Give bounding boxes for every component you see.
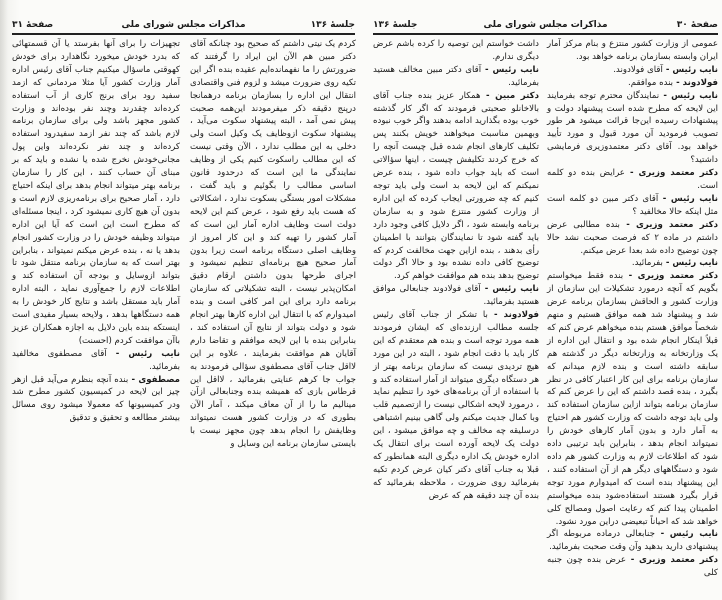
- paragraph-text: عرض بنده چون جنبه کلی: [547, 555, 718, 579]
- header-rule: [12, 33, 355, 35]
- running-title: مذاکرات مجلس شورای ملی: [121, 20, 246, 30]
- paragraph-text: همکار عزیز بنده جناب آقای بالاخانلو صحبتی فرمودند که اگر کار گذشته خوب بوده بگذارید ادامه بدهند واگر خوب نبوده وبهمین مناسبت میخواهند خویش بکنند پس تکلیف کارهای انجام شده قبل چیست آنچه را که خرج کردند تکلیفش چیست ، اینها سؤالاتی است که باید جواب داده شود ، بنده عرض نمیکنم که این لایحه بد است ولی باید توجه کنیم که چه ضرورتی ایجاب کرده که این اداره از وزارت کشور منتزع شود و به سازمان برنامه وابسته شود ، اگر دلایل کافی وجود دارد باید گفته شود تا نمایندگان بتوانند با اطمینان رأی بدهند ، بنده ازاین جهت مخالفت کردم که توضیح کافی داده نشده بود و حالا اگر دولت توضیح بدهد بنده هم موافقت خواهم کرد.: [373, 90, 539, 282]
- paragraph: [547, 64, 718, 77]
- paragraph: [12, 348, 180, 374]
- paragraph-text: بفرمائید.: [631, 258, 663, 269]
- page-header: [12, 20, 355, 34]
- paragraph-text: با تشکر از جناب آقای رئیس جلسه مطالب ارزنده‌ای که ایشان فرمودند همه مورد توجه است و بنده هم معتقدم که این کار باید با دقت انجام شود ، البته در این مورد هیچ تردیدی نیست که سازمان برنامه بهتر از هر دستگاه دیگری میتواند از آمار استفاده کند و با استفاده از آن برنامه‌های خود را تنظیم نماید ، درمورد لایحه اشکالی نیست را ازتصمیم قلب وبا کمال جدیت میکنم ولی گاهی بینیم اشتباهی درسلیقه چه مخالف و چه موافق میشود ، این دولت یک لایحه آورده است برای انتقال یک اداره خودش یک اداره دیگری البته همانطور که قبلا به جناب آقای دکتر کیان عرض کردم تکیه بفرمائید روی ضرورت ، ملاحظه بفرمائید که بنده آن چند دقیقه هم که عرض: [373, 310, 539, 501]
- paragraph: [373, 309, 539, 503]
- session-number: جلسهٔ ۱۳۶: [373, 20, 418, 30]
- paragraph-text: آقای فولادوند جنابعالی موافق هستید بفرمائید.: [373, 284, 539, 308]
- session-number: جلسهٔ ۱۳۶: [310, 20, 355, 30]
- paragraph-text: نمایندگان محترم توجه بفرمایند این لایحه که مطرح شده است پیشنهاد دولت و پیشنهادات رسیده این‌جا قرائت میشود هر طور تصویب فرمودید آن مورد قبول و مورد تأیید خواهد بود. آقای دکتر معتمدوزیری فرمایشی داشتید؟: [547, 90, 718, 166]
- paragraph-text: آقای دکتر مبین دو کلمه است مثل اینکه حالا مخالفید ؟: [547, 193, 718, 217]
- paragraph-text: آقای فولادوند.: [613, 64, 663, 75]
- paragraph: [12, 38, 180, 348]
- right-page: [361, 0, 722, 600]
- paragraph-text: جنابعالی درماده مربوطه اگر پیشنهادی دارید بدهید وآن وقت صحبت بفرمائید.: [547, 529, 718, 553]
- paragraph-text: داشت خواستم این توصیه را کرده باشم عرض دیگری ندارم.: [373, 39, 539, 62]
- speaker-name: دکتر معتمد وزیری -: [619, 219, 718, 230]
- speaker-name: نایب رئیس -: [481, 64, 539, 75]
- speaker-name: نایب رئیس -: [480, 284, 539, 295]
- paragraph: [547, 90, 718, 167]
- paragraph: [547, 554, 718, 580]
- paragraph-text: کردم یک نیتی داشتم که صحیح بود چنانکه آقای دکتر مبین هم الآن این ایراد را گرفتند که ضرورتش را ما نفهمانده‌ایم عقیده بنده اگر این تکیه روی ضرورت میشد و لزوم فنی واقتصادی انتقال این اداره را بسازمان برنامه درهمانجا درپنج دقیقه ذکر میفرمودند این‌همه صحبت پیش نمی آمد ، البته پیشنهاد سکوت می‌آید ، پیشنهاد سکوت ازوظایف یک وکیل است ولی دخلی به این مطلب ندارد ، الآن وقتی نیست که این مطالب راسکوت کنیم یکی از وظایف نمایندگی ما این است که درحدود قانون اساسی مطالب را بگوئیم و باید گفت ، مشکلات امور بستگی بسکوت ندارد ، اشکالاتی که هست باید رفع شود ، عرض کنم این لایحه دولت است وظایف اداره آمار این است که آمار کشور را تهیه کند و این کار امروز از وظایف اصلی دستگاه برنامه است زیرا بدون آمار صحیح هیچ برنامه‌ای تنظیم نمیشود و اجرای طرحها بدون داشتن ارقام دقیق امکان‌پذیر نیست ، البته تشکیلاتی که سازمان برنامه دارد برای این امر کافی است و بنده امیدوارم که با انتقال این اداره کارها بهتر انجام شود و دولت بتواند از نتایج آن استفاده کند ، بنابراین بنده با این لایحه موافقم و تقاضا دارم آقایان هم موافقت بفرمایند ، علاوه بر این لااقل جناب آقای مصطفوی سؤالی فرمودند به جواب جا کرهم عنایتی بفرمائید ، لااقل این قرطاس بازی که همیشه بنده وجنابعالی ازآن مینالیم ما را از آن معاف میکند ، آمار الآن بطوری که در وزارت کشور هست نمیتواند وظایفش را انجام بدهد چون مجهز نیست با بایستی سازمان برنامه این وسایل و: [190, 39, 356, 450]
- paragraph-text: تجهیزات را برای آنها بفرستد یا آن قسمتهائی که بدرد خودش میخورد نگاهدارد برای خودش کهوقتی ماسؤال میکنیم جناب آقای رئیس اداره آمار وزارت کشور آیا مثلا مردمانی که ازمد سفید رود برای برنج کاری از آب استفاده کرده‌اند چقدرند وچند نفر بوده‌اند و وزارت کشور مجهز باشد ولی برای سازمان برنامه لازم باشد که چند نفر ازمد سفیدرود استفاده کرده‌اند و چند نفر نکرده‌اند واین پول مجانی‌خودش نخرج شده یا نشده و باید که بر مبنای آن حساب کنند ، این کار را سازمان برنامه بهتر میتواند انجام بدهد برای اینکه احتیاج دارد ، آمار صحیح برای برنامه‌ریزی لازم است و بدون آن هیچ کاری نمیشود کرد ، اینجا مسئله‌ای که مطرح است این است که آیا این اداره میتواند وظیفه خودش را در وزارت کشور انجام بدهد یا نه ، بنده عرض میکنم نمیتواند ، بنابراین بهتر است که به سازمان برنامه منتقل شود تا بتواند ازوسایل و بودجه آن استفاده کند و اطلاعات لازم را جمع‌آوری نماید ، البته اداره آمار باید مستقل باشد و نتایج کار خودش را به همه دستگاهها بدهد ، ولایحه بسیار مفیدی است اینستکه بنده باین دلایل به اجازه همکاران عزیز باآن موافقت کردم (احسنت): [12, 39, 180, 346]
- paragraph: [547, 257, 718, 270]
- page-number: صفحهٔ ۳۰: [676, 20, 718, 30]
- header-rule: [373, 33, 718, 35]
- speaker-name: نایب رئیس -: [106, 348, 180, 359]
- paragraph: [547, 219, 718, 258]
- paragraph: [547, 167, 718, 193]
- paragraph: [190, 38, 356, 451]
- speaker-name: نایب رئیس -: [658, 193, 718, 204]
- text-column-left: [12, 38, 180, 558]
- paragraph: [373, 38, 539, 64]
- paragraph: [373, 283, 539, 309]
- speaker-name: مصطفوی -: [128, 374, 180, 385]
- paragraph-text: بنده فقط میخواستم بگویم که آنچه درمورد تشکیلات این سازمان از وزارت کشور و الحاقش بسازمان برنامه عرض شد و پیشنهاد شد همه موافق هستیم و منهم شخصاً موافق هستم بنده میخواهم عرض کنم که قبلاً اینکار انجام شده بود و انتقال این اداره از یک وزارتخانه به وزارتخانه دیگر در گذشته هم سابقه داشته است و بنده لازم میدانم که سازمان برنامه برای این کار اعتبار کافی در نظر بگیرد ، بنده قصد داشتم که این را عرض کنم که سازمان برنامه بتواند ازاین سازمان استفاده کند ولی باید توجه داشت که وزارت کشور هم احتیاج به آمار دارد و بدون آمار کارهای خودش را نمیتواند انجام بدهد ، بنابراین باید ترتیبی داده شود که اطلاعات لازم به وزارت کشور هم داده شود و دستگاههای دیگر هم از آن استفاده کنند ، این پیشنهاد بنده است که امیدوارم مورد توجه قرار بگیرد هستند استفاده‌شود بنده میخواستم اطمینان پیدا کنم که رعایت اصول ومصالح کلی خواهد شد که احیاناً تبعیضی دراین مورد نشود.: [547, 271, 718, 527]
- speaker-name: دکتر معتمد وزیری -: [625, 555, 718, 566]
- paragraph-text: آقای مصطفوی مخالفید بفرمائید.: [12, 348, 180, 372]
- paragraph-text: بنده موافقم.: [628, 77, 674, 88]
- paragraph: [373, 90, 539, 284]
- page-header: [373, 20, 718, 34]
- paragraph: [373, 64, 539, 90]
- text-column-right: [547, 38, 719, 579]
- paragraph-text: بنده آنچه بنظرم می‌آید قبل ازهر چیز این لایحه در کمیسیون کشور مطرح شد ودر کمیسیونها که معمولا میشود روی مسائل بیشتر مطالعه و تحقیق و تدقیق: [12, 374, 180, 424]
- running-title: مذاکرات مجلس شورای ملی: [483, 20, 608, 30]
- speaker-name: نایب رئیس -: [662, 258, 718, 269]
- paragraph: [547, 193, 718, 219]
- paragraph-text: عمومی از وزارت کشور منتزع و بنام مرکز آمار ایران وابسته بسازمان برنامه خواهد بود.: [547, 39, 718, 62]
- paragraph: [547, 77, 718, 90]
- speaker-name: فولادوند -: [673, 77, 718, 88]
- paragraph-text: بنده مطالبی عرض داشتم در ماده ۲ که فرصت صحبت نشد حالا چون توضیح داده شد بعدا عرض میکنم.: [547, 219, 718, 256]
- page-number: صفحهٔ ۳۱: [12, 20, 54, 30]
- paragraph-text: عرایض بنده دو کلمه است.: [547, 168, 718, 191]
- speaker-name: دکتر مبین -: [480, 90, 539, 101]
- speaker-name: نایب رئیس -: [654, 529, 718, 540]
- paragraph: [547, 528, 718, 554]
- paragraph: [547, 38, 718, 64]
- paragraph: [12, 374, 180, 426]
- speaker-name: فولادوند -: [487, 310, 539, 321]
- speaker-name: دکتر معتمد وزیری -: [623, 271, 718, 282]
- speaker-name: نایب رئیس -: [662, 64, 718, 75]
- text-column-right: [190, 38, 356, 558]
- speaker-name: دکتر معتمد وزیری -: [624, 168, 718, 179]
- paragraph-text: آقای دکتر مبین مخالف هستید بفرمائید.: [373, 64, 539, 88]
- speaker-name: نایب رئیس -: [659, 90, 719, 101]
- text-column-left: [373, 38, 539, 544]
- paragraph: [547, 270, 718, 528]
